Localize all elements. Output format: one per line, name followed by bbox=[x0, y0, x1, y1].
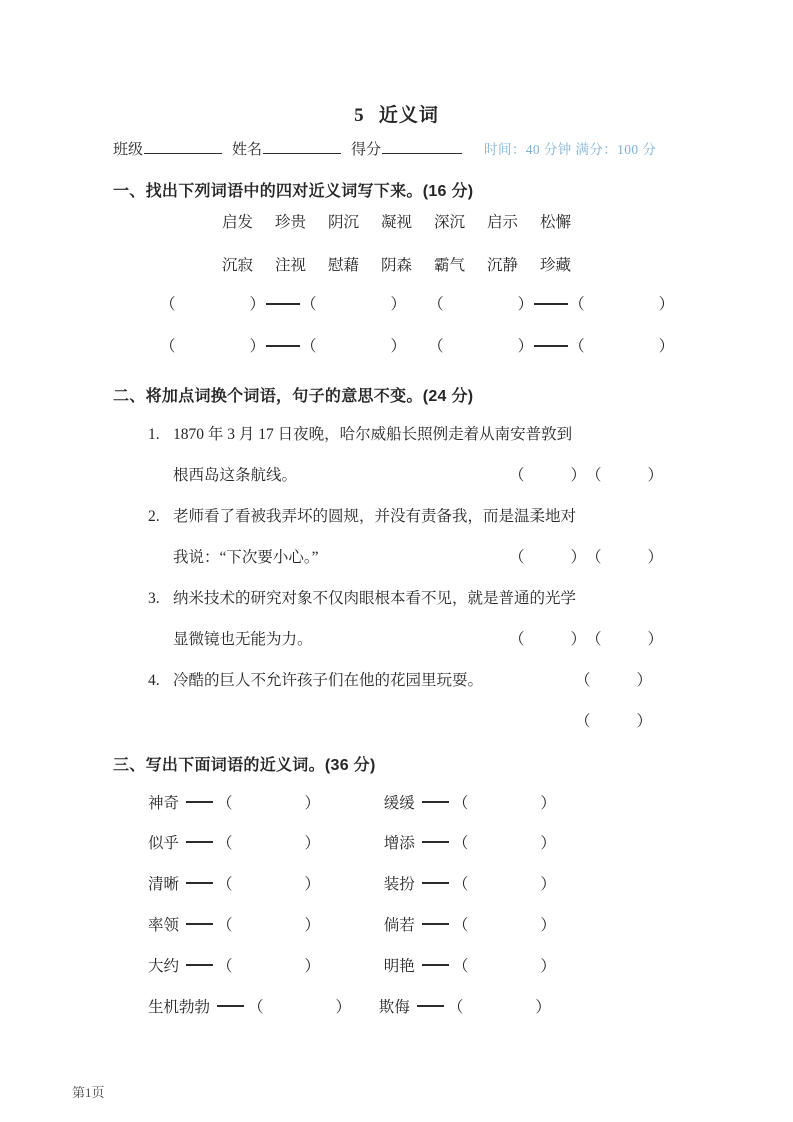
prompt-word: 大约 bbox=[148, 958, 180, 975]
paren-close: ） bbox=[540, 876, 556, 893]
word-bank-item: 珍藏 bbox=[540, 257, 572, 274]
connector-dash bbox=[417, 1005, 444, 1007]
answer-paren-group[interactable] bbox=[569, 334, 674, 356]
paren-open: （ bbox=[301, 296, 317, 313]
question-item-4-line-1 bbox=[148, 668, 688, 690]
answer-paren-group[interactable] bbox=[217, 876, 320, 893]
synonym-pair-answer-row bbox=[160, 334, 680, 356]
synonym-fill-cell-right bbox=[384, 954, 556, 976]
pair-connector-dash bbox=[266, 303, 300, 305]
paren-open: （ bbox=[452, 835, 469, 852]
paren-close: ） bbox=[540, 795, 556, 812]
question-text: 冷酷的巨人不允许孩子们在他的花园里玩耍。 bbox=[173, 672, 484, 689]
paren-open: （ bbox=[509, 467, 525, 484]
word-bank-line-2 bbox=[0, 253, 793, 275]
paren-close: ） bbox=[647, 549, 664, 566]
answer-paren-group[interactable] bbox=[575, 668, 652, 690]
paren-close: ） bbox=[304, 835, 321, 852]
paren-close: ） bbox=[535, 999, 551, 1016]
word-bank-item: 凝视 bbox=[380, 214, 412, 231]
name-input-blank[interactable] bbox=[263, 139, 341, 154]
question-text: 纳米技术的研究对象不仅肉眼根本看不见，就是普通的光学 bbox=[173, 590, 577, 607]
paren-open: （ bbox=[575, 672, 591, 689]
answer-paren-group[interactable] bbox=[509, 545, 586, 567]
answer-paren-group[interactable] bbox=[453, 835, 556, 852]
word-bank-item: 阴森 bbox=[380, 257, 412, 274]
question-text-cont: 显微镜也无能为力。 bbox=[173, 631, 313, 648]
word-bank-item: 启示 bbox=[487, 214, 519, 231]
score-field bbox=[351, 138, 462, 159]
paren-open: （ bbox=[452, 958, 469, 975]
paren-close: ） bbox=[540, 958, 556, 975]
question-text: 老师看了看被我弄坏的圆规，并没有责备我，而是温柔地对 bbox=[173, 508, 577, 525]
paren-open: （ bbox=[217, 917, 233, 934]
paren-close: ） bbox=[390, 296, 407, 313]
paren-close: ） bbox=[658, 338, 675, 355]
question-3-answer-boxes bbox=[509, 627, 663, 649]
score-label: 得分 bbox=[351, 142, 382, 158]
paren-close: ） bbox=[570, 631, 587, 648]
answer-paren-group[interactable] bbox=[509, 627, 586, 649]
synonym-fill-row bbox=[148, 913, 556, 935]
paren-open: （ bbox=[509, 631, 525, 648]
class-label: 班级 bbox=[113, 142, 144, 158]
synonym-fill-cell-right bbox=[384, 872, 556, 894]
answer-paren-group[interactable] bbox=[453, 958, 556, 975]
question-text-cont: 根西岛这条航线。 bbox=[173, 467, 298, 484]
word-bank-line-1 bbox=[0, 210, 793, 232]
prompt-word: 似乎 bbox=[148, 835, 180, 852]
page-title-text: 近义词 bbox=[378, 105, 439, 126]
connector-dash bbox=[186, 964, 213, 966]
word-bank-item: 注视 bbox=[274, 257, 306, 274]
question-text: 1870 年 3 月 17 日夜晚，哈尔威船长照例走着从南安普敦到 bbox=[173, 426, 573, 443]
paren-close: ） bbox=[304, 876, 321, 893]
paren-open: （ bbox=[509, 549, 525, 566]
word-bank-item: 启发 bbox=[221, 214, 253, 231]
paren-open: （ bbox=[217, 795, 233, 812]
synonym-fill-cell-left bbox=[148, 791, 320, 813]
answer-paren-group[interactable] bbox=[428, 334, 533, 356]
connector-dash bbox=[422, 841, 449, 843]
answer-paren-group[interactable] bbox=[586, 545, 663, 567]
paren-close: ） bbox=[517, 296, 534, 313]
word-bank-item: 沉寂 bbox=[221, 257, 253, 274]
prompt-word: 清晰 bbox=[148, 876, 180, 893]
section-1-heading: 一、找出下列词语中的四对近义词写下来。(16 分) bbox=[113, 183, 474, 200]
connector-dash bbox=[186, 882, 213, 884]
paren-open: （ bbox=[452, 917, 469, 934]
paren-close: ） bbox=[636, 672, 653, 689]
paren-close: ） bbox=[540, 917, 556, 934]
paren-open: （ bbox=[217, 835, 233, 852]
synonym-fill-row bbox=[148, 831, 556, 853]
connector-dash bbox=[186, 801, 213, 803]
page-title-number: 5 bbox=[354, 105, 365, 126]
prompt-word: 生机勃勃 bbox=[148, 999, 211, 1016]
question-text-cont: 我说：“下次要小心。” bbox=[173, 549, 319, 566]
paren-close: ） bbox=[390, 338, 407, 355]
paren-close: ） bbox=[517, 338, 534, 355]
question-item-2-line-1 bbox=[148, 504, 688, 526]
answer-paren-group[interactable] bbox=[217, 958, 320, 975]
synonym-fill-cell-right bbox=[379, 995, 551, 1017]
paren-close: ） bbox=[249, 338, 266, 355]
question-item-3-line-2 bbox=[173, 627, 693, 649]
answer-paren-group[interactable] bbox=[217, 917, 320, 934]
synonym-fill-row bbox=[148, 791, 556, 813]
answer-paren-group[interactable] bbox=[160, 334, 265, 356]
paren-open: （ bbox=[428, 296, 444, 313]
word-bank-item: 阴沉 bbox=[327, 214, 359, 231]
answer-paren-group[interactable] bbox=[586, 627, 663, 649]
answer-paren-group[interactable] bbox=[586, 463, 663, 485]
paren-close: ） bbox=[335, 999, 352, 1016]
word-bank-item: 霸气 bbox=[434, 257, 466, 274]
synonym-fill-row bbox=[148, 995, 551, 1017]
prompt-word: 增添 bbox=[383, 835, 415, 852]
question-index: 3. bbox=[148, 590, 160, 607]
answer-paren-group[interactable] bbox=[569, 292, 674, 314]
paren-close: ） bbox=[570, 467, 587, 484]
question-index: 2. bbox=[148, 508, 160, 525]
answer-paren-group[interactable] bbox=[248, 999, 351, 1016]
answer-paren-group[interactable] bbox=[453, 795, 556, 812]
synonym-fill-cell-left bbox=[148, 831, 320, 853]
section-3-heading: 三、写出下面词语的近义词。(36 分) bbox=[113, 757, 376, 774]
answer-paren-group[interactable] bbox=[428, 292, 533, 314]
connector-dash bbox=[186, 923, 213, 925]
pair-connector-dash bbox=[266, 345, 300, 347]
prompt-word: 装扮 bbox=[383, 876, 415, 893]
connector-dash bbox=[422, 923, 449, 925]
connector-dash bbox=[422, 964, 449, 966]
synonym-fill-cell-left bbox=[148, 913, 320, 935]
prompt-word: 倘若 bbox=[383, 917, 415, 934]
question-item-1-line-1 bbox=[148, 422, 688, 444]
word-bank-item: 松懈 bbox=[540, 214, 572, 231]
paren-open: （ bbox=[452, 795, 469, 812]
answer-paren-group[interactable] bbox=[509, 463, 586, 485]
paren-close: ） bbox=[304, 958, 321, 975]
prompt-word: 欺侮 bbox=[378, 999, 410, 1016]
question-item-2-line-2 bbox=[173, 545, 693, 567]
class-input-blank[interactable] bbox=[144, 139, 222, 154]
paren-open: （ bbox=[575, 713, 591, 730]
paren-open: （ bbox=[586, 549, 602, 566]
paren-close: ） bbox=[636, 713, 653, 730]
paren-open: （ bbox=[160, 296, 176, 313]
connector-dash bbox=[422, 882, 449, 884]
answer-paren-group[interactable] bbox=[301, 292, 406, 314]
answer-paren-group[interactable] bbox=[301, 334, 406, 356]
question-2-answer-boxes bbox=[509, 545, 663, 567]
word-bank-item: 珍贵 bbox=[274, 214, 306, 231]
paren-close: ） bbox=[540, 835, 556, 852]
question-item-3-line-1 bbox=[148, 586, 688, 608]
word-bank-item: 慰藉 bbox=[327, 257, 359, 274]
answer-paren-group[interactable] bbox=[160, 292, 265, 314]
class-field bbox=[113, 138, 232, 159]
synonym-fill-cell-right bbox=[384, 791, 556, 813]
prompt-word: 神奇 bbox=[148, 795, 180, 812]
paren-open: （ bbox=[217, 958, 233, 975]
answer-paren-group[interactable] bbox=[453, 917, 556, 934]
synonym-fill-row bbox=[148, 872, 556, 894]
answer-paren-group[interactable] bbox=[217, 795, 320, 812]
answer-paren-group[interactable] bbox=[575, 709, 652, 731]
synonym-fill-cell-left bbox=[148, 872, 320, 894]
exam-meta: 时间：40 分钟 满分：100 分 bbox=[484, 142, 657, 157]
section-2-heading: 二、将加点词换个词语，句子的意思不变。(24 分) bbox=[113, 388, 474, 405]
pair-connector-dash bbox=[534, 345, 568, 347]
question-4-answer-box-a bbox=[575, 668, 652, 690]
paren-open: （ bbox=[569, 296, 585, 313]
student-info-row bbox=[113, 138, 683, 159]
question-1-answer-boxes bbox=[509, 463, 663, 485]
paren-open: （ bbox=[452, 876, 469, 893]
paren-close: ） bbox=[658, 296, 675, 313]
synonym-fill-row bbox=[148, 954, 556, 976]
connector-dash bbox=[217, 1005, 244, 1007]
name-label: 姓名 bbox=[232, 142, 263, 158]
connector-dash bbox=[422, 801, 449, 803]
answer-paren-group[interactable] bbox=[217, 835, 320, 852]
synonym-fill-cell-right bbox=[384, 913, 556, 935]
paren-open: （ bbox=[586, 467, 602, 484]
synonym-pair-answer-row bbox=[160, 292, 680, 314]
synonym-fill-cell-left bbox=[148, 995, 351, 1017]
paren-close: ） bbox=[304, 917, 321, 934]
paren-close: ） bbox=[249, 296, 266, 313]
word-bank-item: 深沉 bbox=[434, 214, 466, 231]
paren-open: （ bbox=[447, 999, 464, 1016]
name-field bbox=[232, 138, 351, 159]
paren-open: （ bbox=[248, 999, 264, 1016]
question-item-1-line-2 bbox=[173, 463, 693, 485]
paren-close: ） bbox=[647, 467, 664, 484]
paren-open: （ bbox=[569, 338, 585, 355]
paren-close: ） bbox=[570, 549, 587, 566]
synonym-fill-cell-right bbox=[384, 831, 556, 853]
paren-open: （ bbox=[160, 338, 176, 355]
paren-open: （ bbox=[301, 338, 317, 355]
question-4-answer-box-b bbox=[575, 709, 652, 731]
page-number-footer: 第1页 bbox=[72, 1085, 105, 1100]
paren-open: （ bbox=[217, 876, 233, 893]
connector-dash bbox=[186, 841, 213, 843]
question-index: 1. bbox=[148, 426, 160, 443]
score-input-blank[interactable] bbox=[382, 139, 462, 154]
synonym-fill-cell-left bbox=[148, 954, 320, 976]
page-title bbox=[0, 100, 793, 127]
answer-paren-group[interactable] bbox=[453, 876, 556, 893]
pair-connector-dash bbox=[534, 303, 568, 305]
prompt-word: 率领 bbox=[148, 917, 180, 934]
answer-paren-group[interactable] bbox=[448, 999, 551, 1016]
paren-open: （ bbox=[428, 338, 444, 355]
paren-close: ） bbox=[647, 631, 664, 648]
word-bank-item: 沉静 bbox=[487, 257, 519, 274]
paren-close: ） bbox=[304, 795, 321, 812]
prompt-word: 缓缓 bbox=[383, 795, 415, 812]
prompt-word: 明艳 bbox=[383, 958, 415, 975]
paren-open: （ bbox=[586, 631, 602, 648]
question-index: 4. bbox=[148, 672, 160, 689]
